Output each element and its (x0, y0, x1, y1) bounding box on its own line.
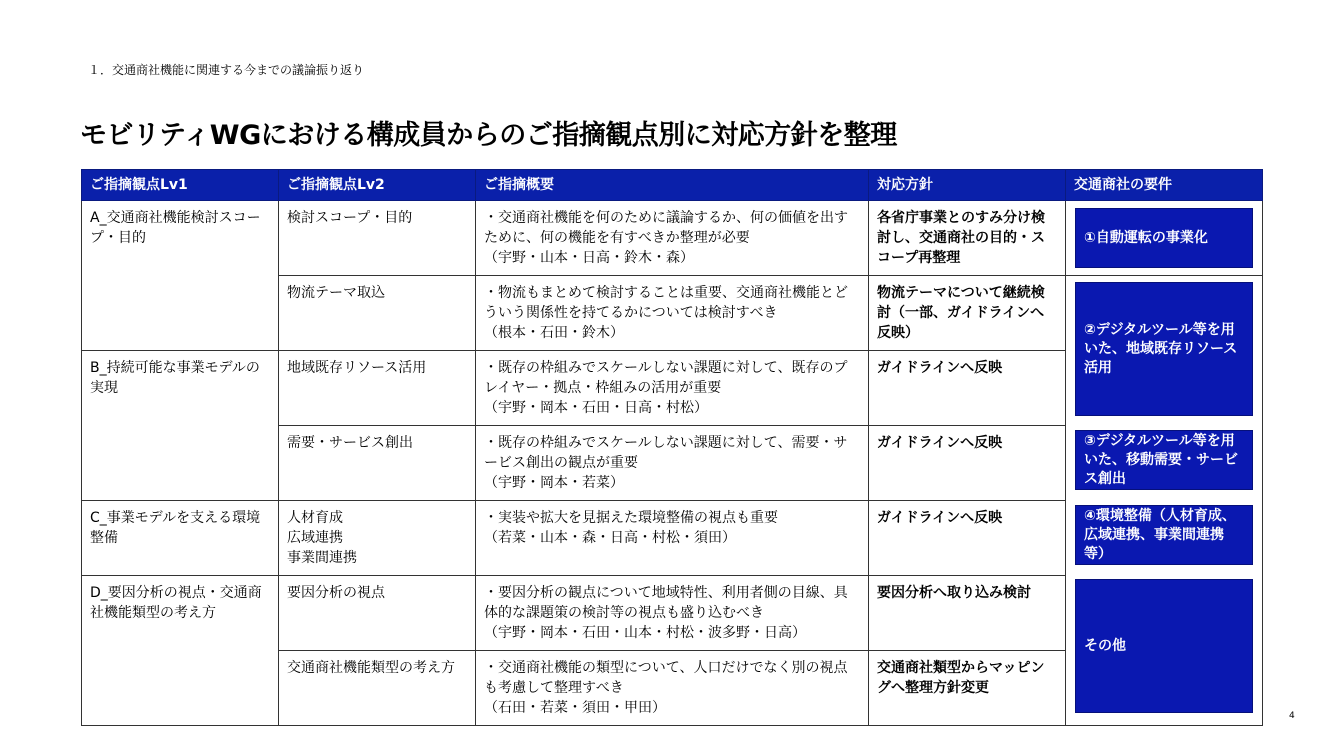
lv1-cell: B_持続可能な事業モデルの実現 (82, 351, 279, 501)
page-number: 4 (1289, 711, 1295, 721)
table-header-row (82, 170, 1263, 201)
summary-cell: ・交通商社機能を何のために議論するか、何の価値を出すために、何の機能を有すべきか整理が必要 （宇野・山本・日高・鈴木・森） (476, 201, 869, 276)
requirement-label: ②デジタルツール等を用いた、地域既存リソース活用 (1084, 321, 1238, 376)
summary-cell: ・交通商社機能の類型について、人口だけでなく別の視点も考慮して整理すべき （石田・若菜・須田・甲田） (476, 651, 869, 726)
requirement-box-other (1075, 579, 1253, 713)
policy-cell: ガイドラインへ反映 (869, 351, 1066, 426)
requirement-box-local-resources (1075, 282, 1253, 416)
requirement-box-demand-creation (1075, 430, 1253, 490)
page-title: モビリティWGにおける構成員からのご指摘観点別に対応方針を整理 (80, 120, 897, 151)
header-policy: 対応方針 (869, 170, 1066, 201)
policy-cell: 物流テーマについて継続検討（一部、ガイドラインへ反映） (869, 276, 1066, 351)
summary-cell: ・要因分析の観点について地域特性、利用者側の目線、具体的な課題策の検討等の視点も盛り込むべき （宇野・岡本・石田・山本・村松・波多野・日高） (476, 576, 869, 651)
summary-cell: ・実装や拡大を見据えた環境整備の視点も重要 （若菜・山本・森・日高・村松・須田） (476, 501, 869, 576)
header-summary: ご指摘概要 (476, 170, 869, 201)
lv2-cell: 検討スコープ・目的 (279, 201, 476, 276)
lv2-cell: 需要・サービス創出 (279, 426, 476, 501)
requirement-label: ①自動運転の事業化 (1084, 229, 1208, 246)
lv2-cell: 人材育成 広域連携 事業間連携 (279, 501, 476, 576)
requirement-label: ④環境整備（人材育成、広域連携、事業間連携等） (1084, 507, 1236, 562)
summary-cell: ・既存の枠組みでスケールしない課題に対して、既存のプレイヤー・拠点・枠組みの活用が重要 （宇野・岡本・石田・日高・村松） (476, 351, 869, 426)
policy-cell: 交通商社類型からマッピングへ整理方針変更 (869, 651, 1066, 726)
header-lv2: ご指摘観点Lv2 (279, 170, 476, 201)
requirement-label: その他 (1084, 637, 1126, 654)
lv2-cell: 交通商社機能類型の考え方 (279, 651, 476, 726)
policy-cell: 要因分析へ取り込み検討 (869, 576, 1066, 651)
policy-cell: ガイドラインへ反映 (869, 426, 1066, 501)
summary-cell: ・物流もまとめて検討することは重要、交通商社機能とどういう関係性を持てるかについては検討すべき （根本・石田・鈴木） (476, 276, 869, 351)
requirement-box-autonomous-driving (1075, 208, 1253, 268)
requirement-box-environment (1075, 505, 1253, 565)
lv1-cell: A_交通商社機能検討スコープ・目的 (82, 201, 279, 351)
header-requirements: 交通商社の要件 (1066, 170, 1263, 201)
lv1-cell: D_要因分析の視点・交通商社機能類型の考え方 (82, 576, 279, 726)
breadcrumb: １．交通商社機能に関連する今までの議論振り返り (88, 63, 365, 77)
requirement-label: ③デジタルツール等を用いた、移動需要・サービス創出 (1084, 432, 1238, 487)
lv2-cell: 物流テーマ取込 (279, 276, 476, 351)
summary-cell: ・既存の枠組みでスケールしない課題に対して、需要・サービス創出の観点が重要 （宇野・岡本・若菜） (476, 426, 869, 501)
lv1-cell: C_事業モデルを支える環境整備 (82, 501, 279, 576)
header-lv1: ご指摘観点Lv1 (82, 170, 279, 201)
policy-cell: ガイドラインへ反映 (869, 501, 1066, 576)
lv2-cell: 地域既存リソース活用 (279, 351, 476, 426)
lv2-cell: 要因分析の視点 (279, 576, 476, 651)
policy-cell: 各省庁事業とのすみ分け検討し、交通商社の目的・スコープ再整理 (869, 201, 1066, 276)
